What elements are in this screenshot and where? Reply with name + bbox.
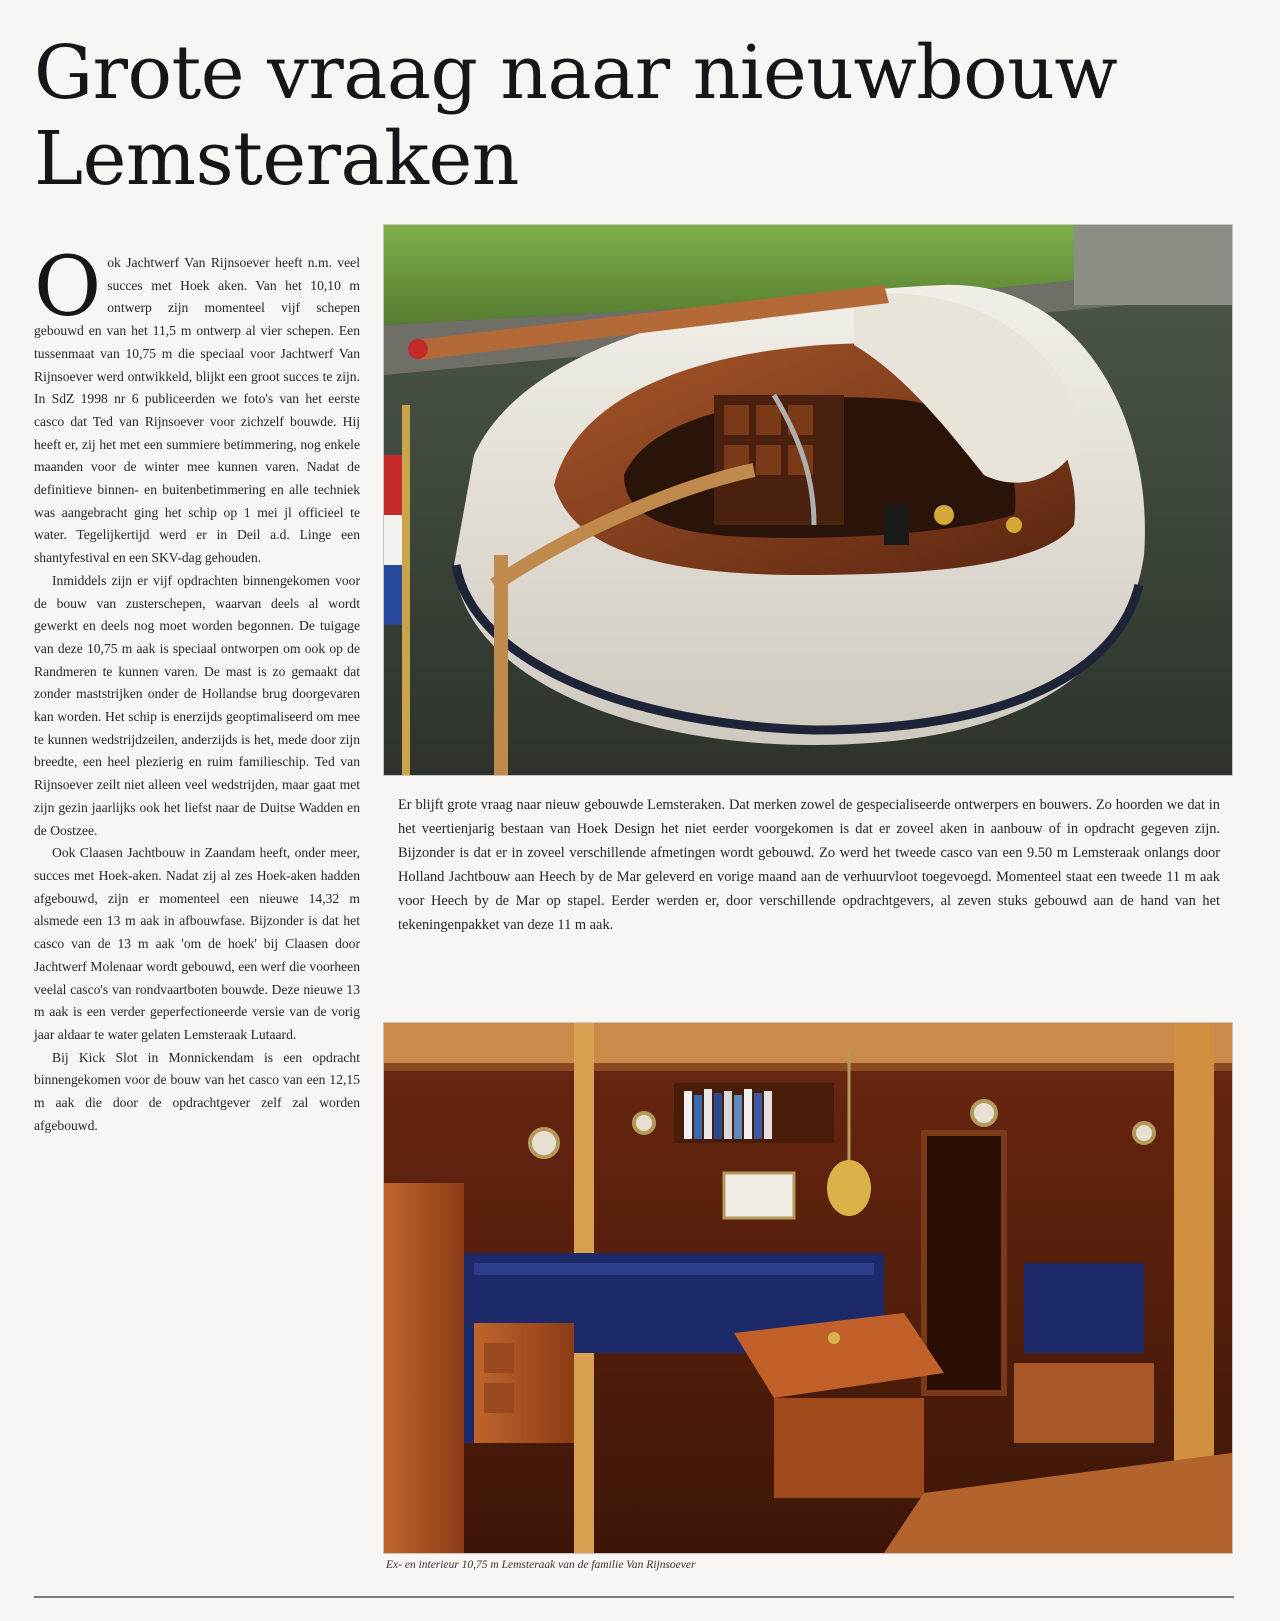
exterior-photo: [383, 224, 1233, 776]
bottom-divider: [34, 1596, 1234, 1598]
interior-photo: [383, 1022, 1233, 1554]
body-paragraph-4: Bij Kick Slot in Monnickendam is een opdracht binnengekomen voor de bouw van het casco van een 12,15 m aak die door de opdrachtgever zelf zal worden afgebouwd.: [34, 1049, 360, 1133]
body-paragraph-1-text: ok Jachtwerf Van Rijnsoever heeft n.m. veel succes met Hoek aken. Van het 10,10 m ontwerp zijn momenteel vijf schepen gebouwd en van het 11,5 m ontwerp al vier schepen. Een tussenmaat van 10,75 m die speciaal voor Jachtwerf Van Rijnsoever werd ontwikkeld, blijkt een groot succes te zijn. In SdZ 1998 nr 6 publiceerden we foto's van het eerste casco dat Ted van Rijnsoever voor zichzelf bouwde. Hij heeft er, zij het met een summiere betimmering, nog enkele maanden voor de winter mee kunnen varen. Nadat de definitieve binnen- en buitenbetimmering en alle techniek was aangebracht ging het schip op 1 mei jl officieel te water. Tegelijkertijd werd er in Deil a.d. Linge een shantyfestival en een SKV-dag gehouden.: [34, 255, 360, 566]
body-paragraph-2: Inmiddels zijn er vijf opdrachten binnengekomen voor de bouw van zusterschepen, waarvan deels al wordt gewerkt en deels nog moet worden begonnen. De tuigage van deze 10,75 m aak is speciaal ontworpen om ook op de Randmeren te kunnen varen. De mast is zo gemaakt dat zonder maststrijken onder de Hollandse brug doorgevaren kan worden. Het schip is enerzijds geoptimaliseerd om mee te kunnen wedstrijdzeilen, anderzijds is het, mede door zijn breedte, een heel plezierig en ruim familieschip. Ted van Rijnsoever zeilt niet alleen veel wedstrijden, maar gaat met zijn gezin jaarlijks ook het liefst naar de Duitse Wadden en de Oostzee.: [34, 572, 360, 838]
headline-line-1: Grote vraag naar nieuwbouw: [34, 30, 1118, 116]
article-headline: [34, 30, 1234, 202]
headline-line-2: Lemsteraken: [34, 116, 519, 202]
interior-saloon-illustration: [384, 1023, 1232, 1553]
photo-caption: Ex- en interieur 10,75 m Lemsteraak van de familie Van Rijnsoever: [386, 1559, 696, 1571]
body-paragraph-3: Ook Claasen Jachtbouw in Zaandam heeft, onder meer, succes met Hoek-aken. Nadat zij al zes Hoek-aken hadden afgebouwd, zijn er momenteel een nieuwe 14,32 m alsmede een 13 m aak in afbouwfase. Bijzonder is dat het casco van de 13 m aak 'om de hoek' bij Claasen door Jachtwerf Molenaar wordt gebouwd, een werf die voorheen veelal casco's van rondvaartboten bouwde. Deze nieuwe 13 m aak is een verder geperfectioneerde versie van de vorig jaar aldaar te water gelaten Lemsteraak Lutaard.: [34, 845, 360, 1042]
article-body-column: [34, 240, 360, 1137]
body-paragraph-1: [34, 240, 360, 570]
drop-cap: O: [34, 240, 102, 335]
exterior-boat-illustration: [384, 225, 1232, 775]
intro-caption: Er blijft grote vraag naar nieuw gebouwde Lemsteraken. Dat merken zowel de gespecialiseerde ontwerpers en bouwers. Zo hoorden we dat in het veertienjarig bestaan van Hoek Design het niet eerder voorgekomen is dat er zoveel aken in aanbouw of in opdracht gegeven zijn. Bijzonder is dat er in zoveel verschillende afmetingen wordt gebouwd. Zo werd het tweede casco van een 9.50 m Lemsteraak onlangs door Holland Jachtbouw aan Heech by de Mar geleverd en vorige maand aan de verhuurvloot toegevoegd. Momenteel staat een tweede 11 m aak voor Heech by de Mar op stapel. Eerder werden er, door verschillende opdrachtgevers, al zeven stuks gebouwd aan de hand van het tekeningenpakket van deze 11 m aak.: [398, 797, 1220, 933]
